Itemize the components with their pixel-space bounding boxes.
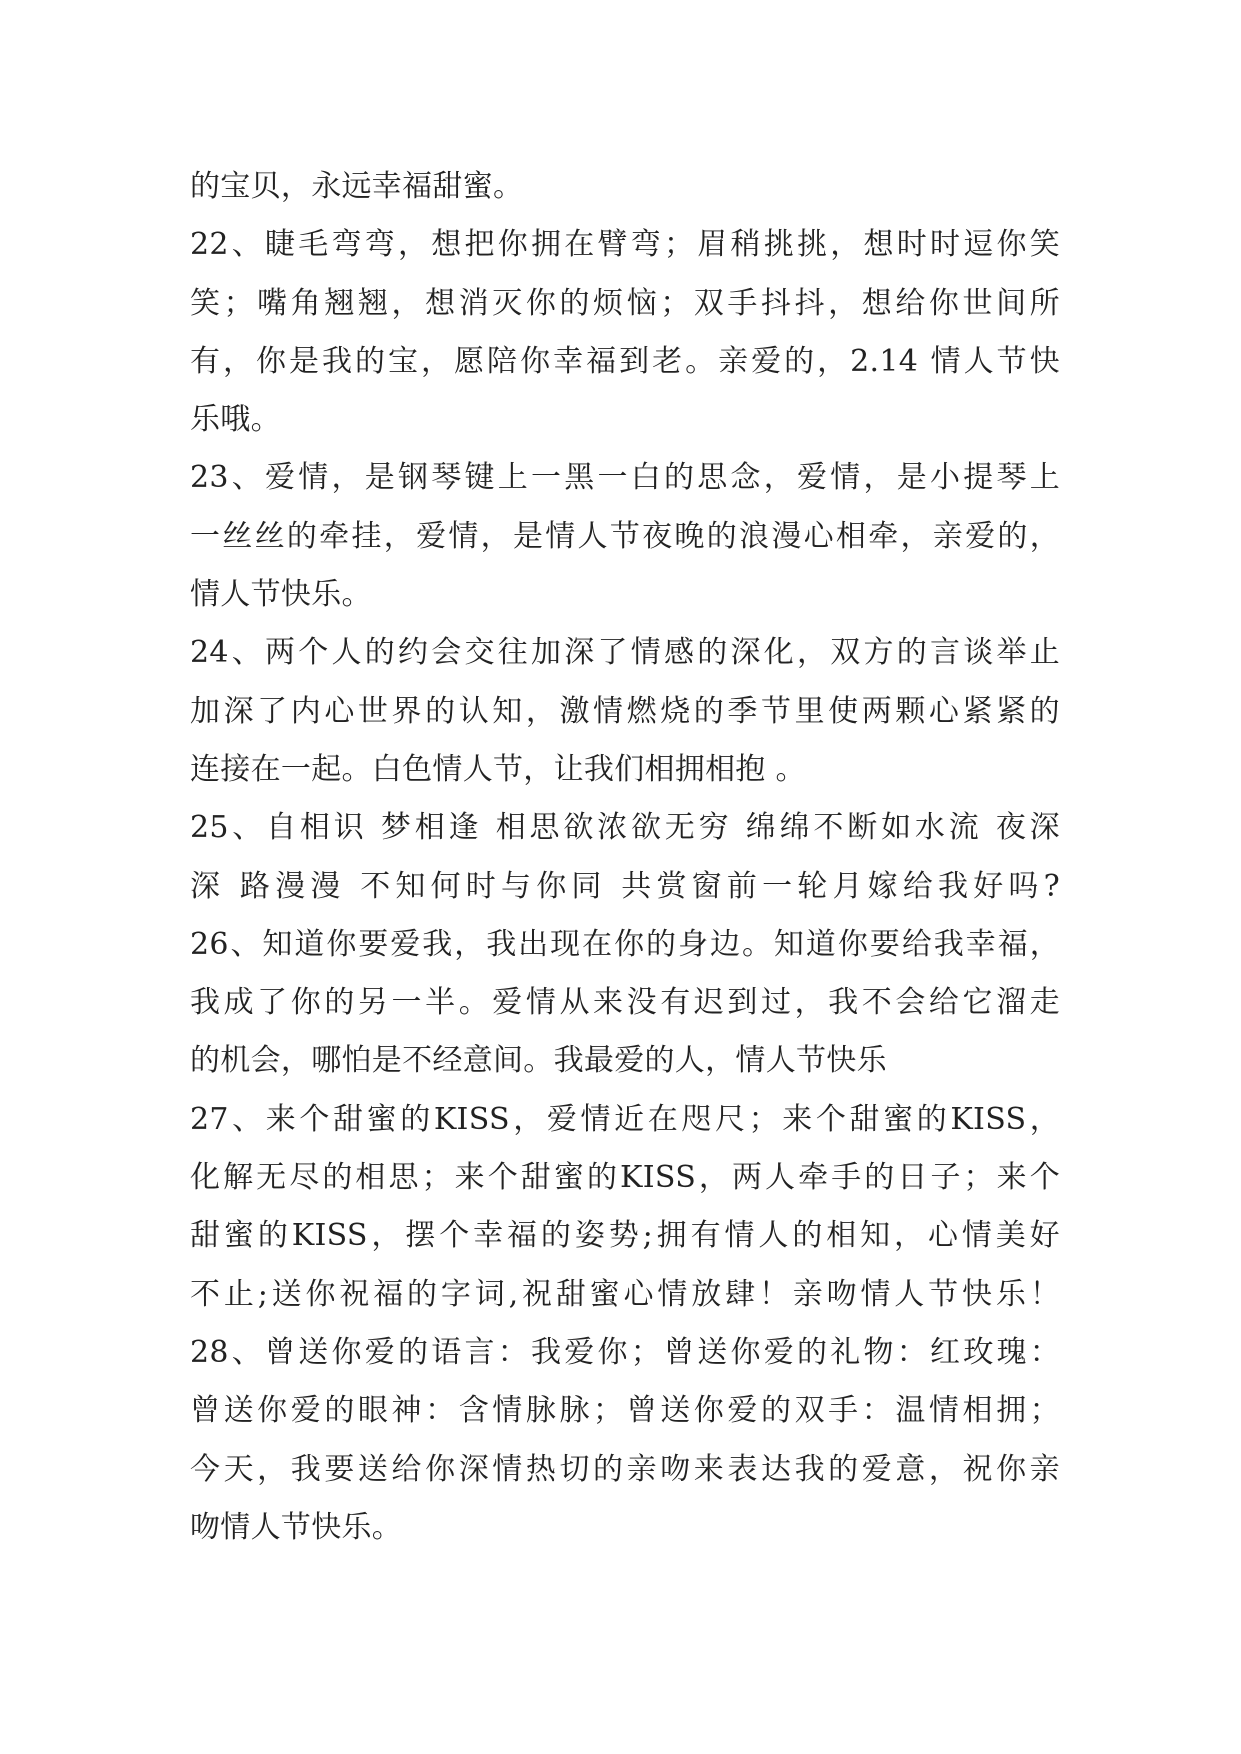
text-line: 连接在一起。白色情人节，让我们相拥相抱 。 — [190, 751, 806, 787]
text-line: 吻情人节快乐。 — [190, 1509, 403, 1545]
text-line: 我成了你的另一半。爱情从来没有迟到过，我不会给它溜走 — [190, 985, 1060, 1021]
text-line: 深 路漫漫 不知何时与你同 共赏窗前一轮月嫁给我好吗? — [190, 868, 1060, 904]
text-line: 24、两个人的约会交往加深了情感的深化，双方的言谈举止 — [190, 635, 1060, 671]
text-line: 22、睫毛弯弯，想把你拥在臂弯；眉稍挑挑，想时时逗你笑 — [190, 227, 1060, 263]
text-line: 的宝贝，永远幸福甜蜜。 — [190, 169, 524, 204]
text-line: 曾送你爱的眼神：含情脉脉；曾送你爱的双手：温情相拥； — [190, 1393, 1060, 1429]
text-line: 不止;送你祝福的字词,祝甜蜜心情放肆！亲吻情人节快乐！ — [190, 1276, 1060, 1312]
text-line: 27、来个甜蜜的KISS，爱情近在咫尺；来个甜蜜的KISS， — [190, 1101, 1060, 1137]
text-line: 28、曾送你爱的语言：我爱你；曾送你爱的礼物：红玫瑰： — [190, 1334, 1060, 1370]
document-body — [190, 158, 1060, 1557]
text-line: 一丝丝的牵挂，爱情，是情人节夜晚的浪漫心相牵，亲爱的， — [190, 518, 1060, 554]
text-line: 甜蜜的KISS，摆个幸福的姿势;拥有情人的相知，心情美好 — [190, 1218, 1060, 1254]
text-line: 26、知道你要爱我，我出现在你的身边。知道你要给我幸福， — [190, 926, 1060, 962]
text-line: 笑；嘴角翘翘，想消灭你的烦恼；双手抖抖，想给你世间所 — [190, 285, 1060, 321]
text-line: 加深了内心世界的认知，激情燃烧的季节里使两颗心紧紧的 — [190, 693, 1060, 729]
text-line: 有，你是我的宝，愿陪你幸福到老。亲爱的，2.14 情人节快 — [190, 343, 1060, 379]
text-line: 今天，我要送给你深情热切的亲吻来表达我的爱意，祝你亲 — [190, 1451, 1060, 1487]
text-line: 乐哦。 — [190, 402, 281, 438]
text-line: 25、自相识 梦相逢 相思欲浓欲无穷 绵绵不断如水流 夜深 — [190, 810, 1060, 846]
text-line: 23、爱情，是钢琴键上一黑一白的思念，爱情，是小提琴上 — [190, 460, 1060, 496]
text-line: 情人节快乐。 — [190, 577, 372, 613]
text-line: 化解无尽的相思；来个甜蜜的KISS，两人牵手的日子；来个 — [190, 1160, 1060, 1196]
text-line: 的机会，哪怕是不经意间。我最爱的人，情人节快乐 — [190, 1043, 887, 1079]
